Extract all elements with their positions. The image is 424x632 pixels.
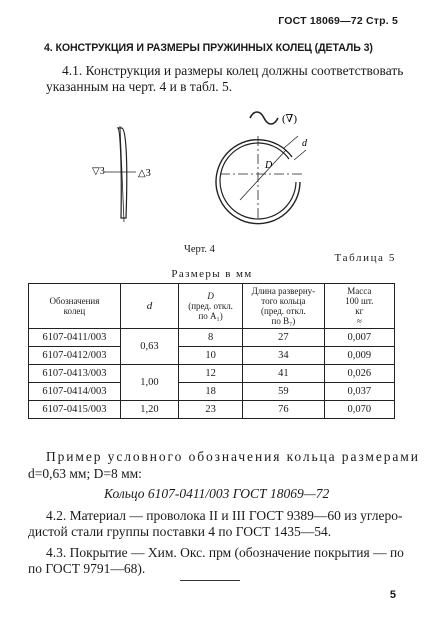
cell-D: 10 [179,347,243,365]
gap-right-label: △3 [138,168,151,179]
cell-length: 27 [243,329,325,347]
cell-code: 6107-0413/003 [29,365,121,383]
cell-length: 34 [243,347,325,365]
header-D: D (пред. откл. по A₁) [179,284,243,329]
roughness-tilde-icon [250,112,278,124]
header-length: Длина разверну- того кольца (пред. откл. по B₇) [243,284,325,329]
cell-d: 0,63 [120,329,178,365]
section-title: 4. КОНСТРУКЦИЯ И РАЗМЕРЫ ПРУЖИННЫХ КОЛЕЦ (ДЕТАЛЬ 3) [44,42,373,54]
ring-side-view [104,126,136,222]
cell-mass: 0,037 [324,383,394,401]
dim-D-label: D [265,160,273,171]
cell-code: 6107-0415/003 [29,401,121,419]
paragraph-4-2-line1: 4.2. Материал — проволока II и III ГОСТ 9389—60 из углеро- [46,508,403,523]
cell-code: 6107-0412/003 [29,347,121,365]
table-row [29,383,395,401]
cell-code: 6107-0411/003 [29,329,121,347]
cell-length: 41 [243,365,325,383]
paragraph-4-3-line2: по ГОСТ 9791—68). [28,561,146,576]
drawing-caption: Черт. 4 [184,244,215,255]
roughness-label: (∇) [282,113,298,125]
cell-d: 1,00 [120,365,178,401]
table-row [29,347,395,365]
table-row [29,401,395,419]
cell-D: 12 [179,365,243,383]
page-number: 5 [389,589,396,601]
table-row [29,329,395,347]
ring-front-view [216,136,306,224]
example-line2: d=0,63 мм; D=8 мм: [28,466,142,481]
cell-D: 18 [179,383,243,401]
header-d: d [120,284,178,329]
paragraph-4-1-line2: указанным на черт. 4 и в табл. 5. [46,79,233,94]
cell-code: 6107-0414/003 [29,383,121,401]
table-title: Размеры в мм [171,268,253,280]
header-mass: Масса 100 шт. кг ≈ [324,284,394,329]
cell-mass: 0,070 [324,401,394,419]
cell-D: 23 [179,401,243,419]
example-designation: Кольцо 6107-0411/003 ГОСТ 18069—72 [104,486,330,501]
gap-left-label: ▽3 [92,166,105,177]
table-row [29,365,395,383]
table-label: Таблица 5 [334,252,396,264]
header-designation: Обозначения колец [29,284,121,329]
cell-mass: 0,026 [324,365,394,383]
cell-D: 8 [179,329,243,347]
page-header: ГОСТ 18069—72 Стр. 5 [278,15,398,27]
dimensions-table [28,283,395,419]
paragraph-4-3-line1: 4.3. Покрытие — Хим. Окс. прм (обозначение покрытия — по [46,545,404,560]
example-line1: Пример условного обозначения кольца размерами [46,449,420,464]
cell-d: 1,20 [120,401,178,419]
ring-drawing [70,100,360,240]
cell-mass: 0,007 [324,329,394,347]
paragraph-4-1-line1: 4.1. Конструкция и размеры колец должны соответствовать [62,63,404,78]
cell-mass: 0,009 [324,347,394,365]
cell-length: 76 [243,401,325,419]
paragraph-4-2-line2: дистой стали группы поставки 4 по ГОСТ 1435—54. [28,524,332,539]
footer-rule [180,580,240,581]
cell-length: 59 [243,383,325,401]
dim-d-label: d [302,138,307,149]
